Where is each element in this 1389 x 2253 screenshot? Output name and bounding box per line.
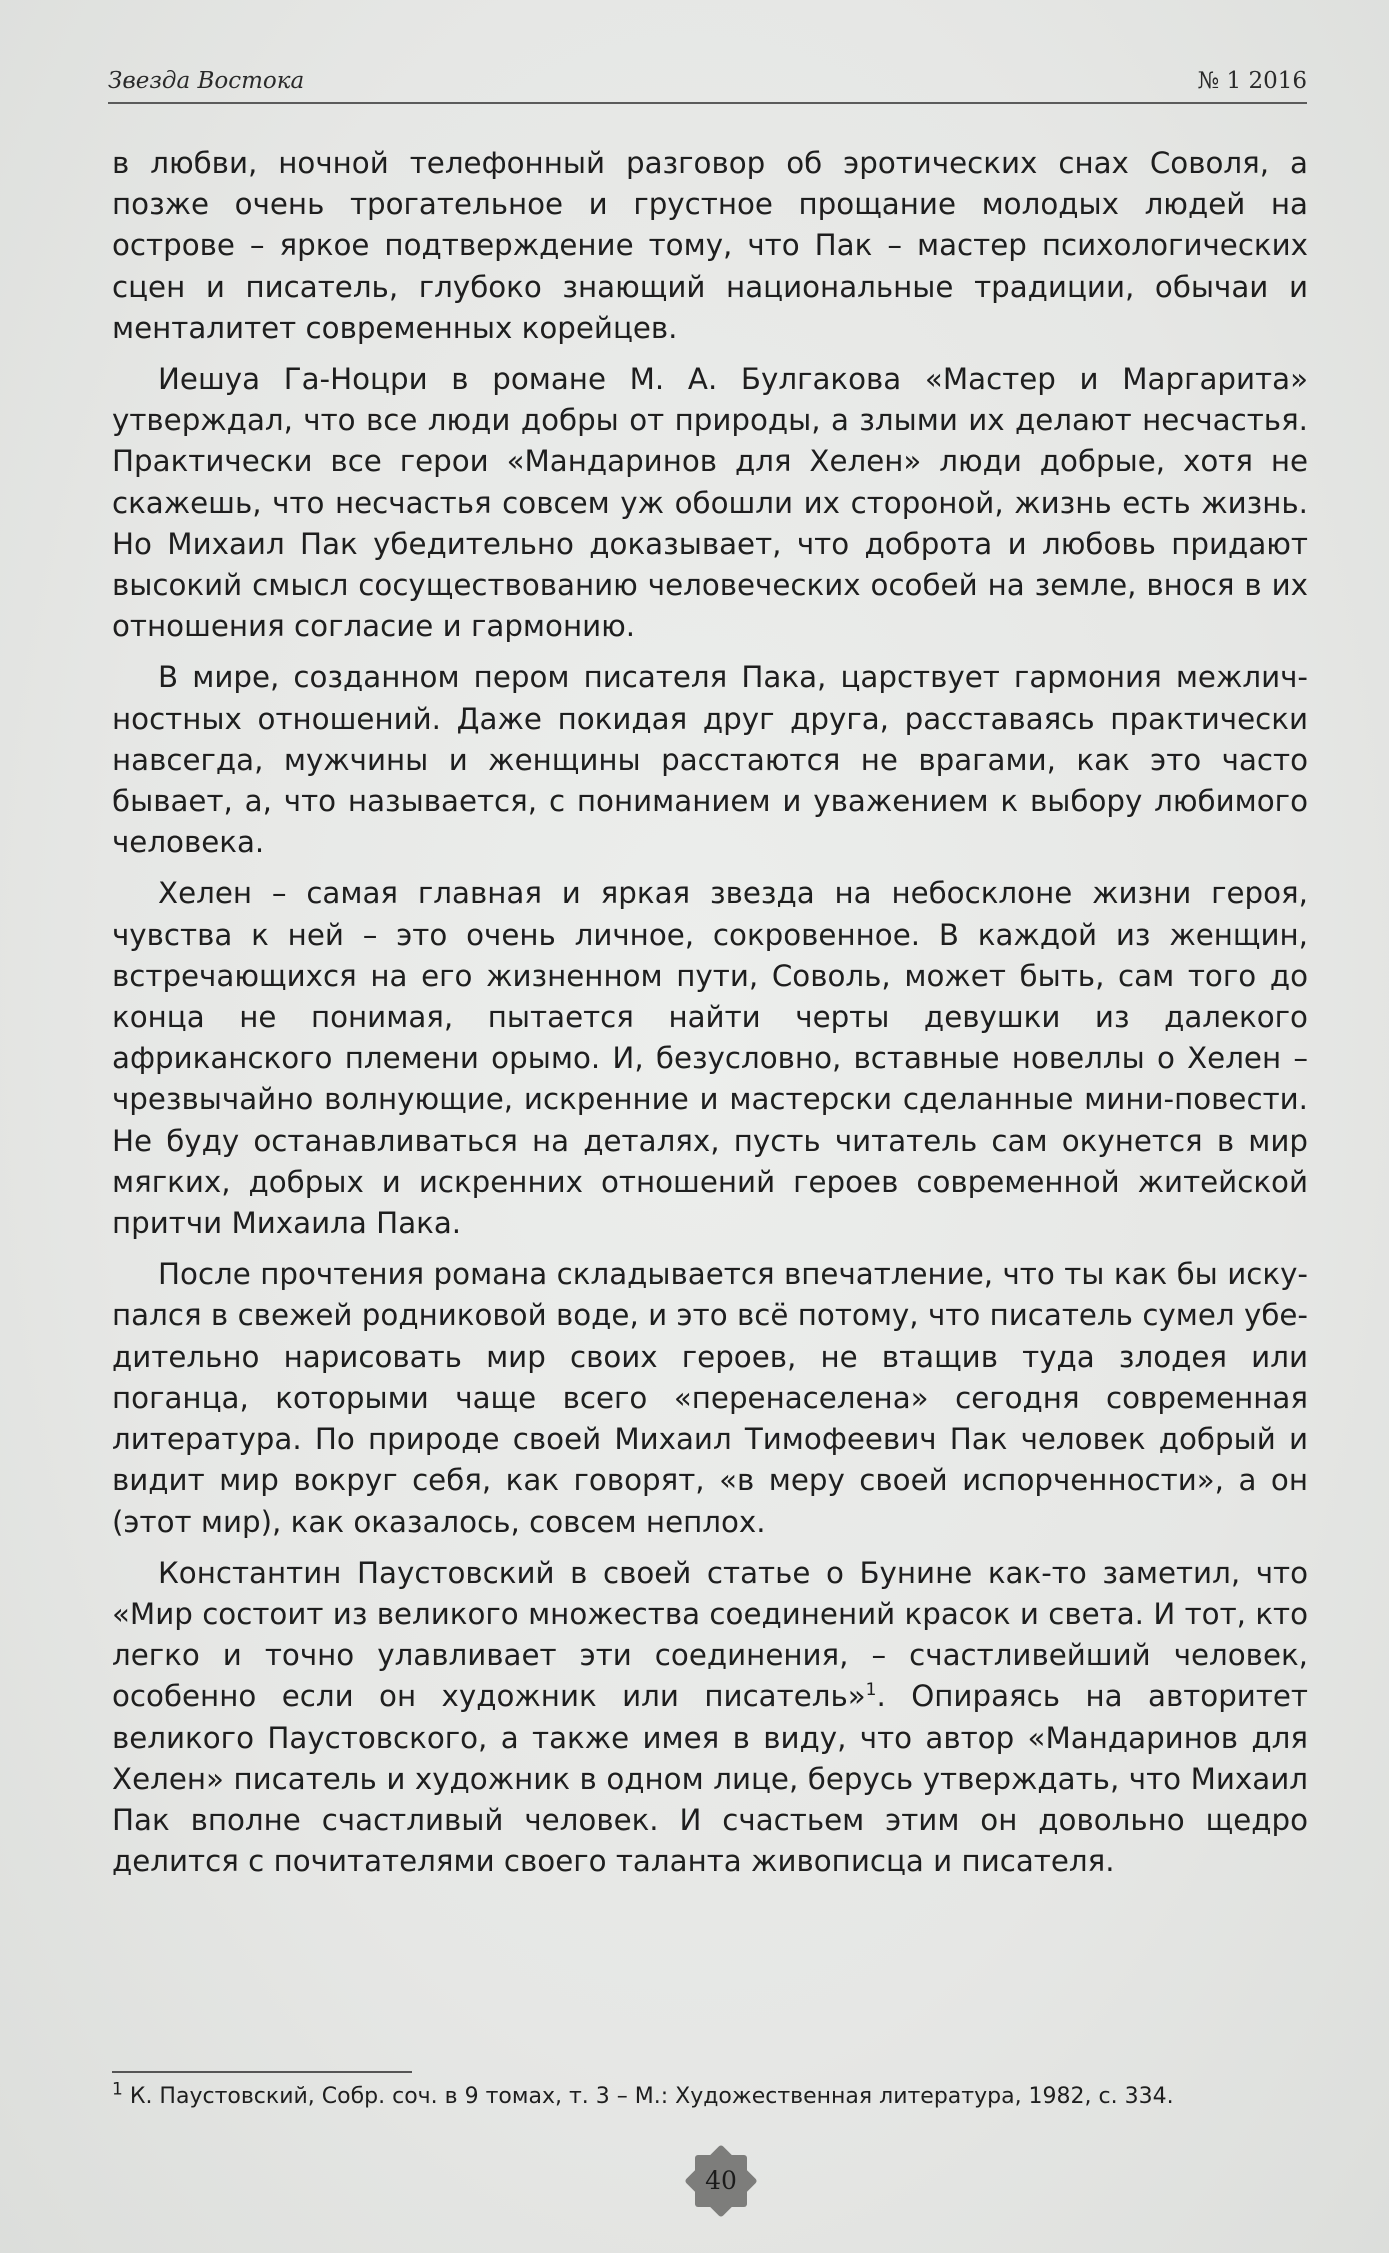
paragraph: Иешуа Га-Ноцри в романе М. А. Булгакова «Мастер и Маргарита» утверждал, что все люди добры от природы, а злыми их делают несчастья. Практически все герои «Мандаринов для Хелен» люди добрые, хотя не скажешь, что несчастья совсем уж обошли их стороной, жизнь есть жизнь. Но Михаил Пак убедительно доказывает, что доброта и любовь придают высокий смысл сосуществованию человеческих особей на земле, внося в их отношения согласие и гармонию. xyxy=(112,362,1308,644)
footnote-reference[interactable]: 1 xyxy=(865,1680,877,1701)
issue-number: № 1 2016 xyxy=(1197,68,1307,94)
paragraph: Хелен – самая главная и яркая звезда на небосклоне жизни героя, чувства к ней – это очень личное, сокровенное. В каждой из женщин, встречающихся на его жизненном пути, Соволь, может быть, сам того до конца не понимая, пытается найти черты девушки из далекого африканского племени орымо. И, безусловно, вставные новеллы о Хелен – чрезвычайно волнующие, искренние и мастерски сделанные мини-повести. Не буду останавливаться на деталях, пусть читатель сам окунется в мир мягких, добрых и искренних отношений героев современной житейской притчи Михаила Пака. xyxy=(112,876,1308,1241)
page-number-badge xyxy=(680,2140,762,2222)
paragraph: В мире, созданном пером писателя Пака, царствует гармония межличностных отношений. Даже покидая друг друга, расставаясь практически навсегда, мужчины и женщины расстаются не врагами, как это часто бывает, а, что называется, с пониманием и уважением к выбору любимого человека. xyxy=(112,660,1308,860)
footnote xyxy=(112,2079,1308,2112)
paragraph: в любви, ночной телефонный разговор об эротических снах Соволя, а позже очень трогательное и грустное прощание молодых людей на острове – яркое подтверждение тому, что Пак – мастер психологических сцен и писатель, глубоко знающий национальные традиции, обычаи и менталитет современных корейцев. xyxy=(112,146,1308,345)
footnote-mark: 1 xyxy=(112,2079,123,2100)
paragraph: После прочтения романа складывается впечатление, что ты как бы искупался в свежей родниковой воде, и это всё потому, что писатель сумел убедительно нарисовать мир своих героев, не втащив туда злодея или поганца, которыми чаще всего «перенаселена» сегодня современная литература. По природе своей Михаил Тимофеевич Пак человек добрый и видит мир вокруг себя, как говорят, «в меру своей испорченности», а он (этот мир), как оказалось, совсем неплох. xyxy=(112,1257,1308,1539)
paragraph-text: Константин Паустовский в своей статье о Бунине как-то заметил, что «Мир состоит из великого множества соединений красок и света. И тот, кто легко и точно улавливает эти соединения, – счастливейший человек, особенно если он художник или писатель» xyxy=(112,1555,1308,1714)
paragraph-text: . Опираясь на авторитет великого Паустовского, а также имея в виду, что автор «Мандаринов для Хелен» писатель и художник в одном лице, берусь утверждать, что Михаил Пак вполне счастливый человек. И счастьем этим он довольно щедро делится с почитателями своего таланта живописца и писателя. xyxy=(112,1679,1308,1879)
footnote-text: К. Паустовский, Собр. соч. в 9 томах, т. 3 – М.: Художественная литература, 1982, с. 334. xyxy=(122,2084,1174,2109)
paragraph-with-footnote-ref xyxy=(112,1553,1308,1883)
article-body xyxy=(112,143,1308,1892)
journal-title: Звезда Востока xyxy=(108,68,305,94)
footnote-divider xyxy=(112,2071,412,2073)
header-rule xyxy=(108,102,1307,104)
page-number: 40 xyxy=(705,2166,737,2195)
running-header xyxy=(108,68,1307,104)
